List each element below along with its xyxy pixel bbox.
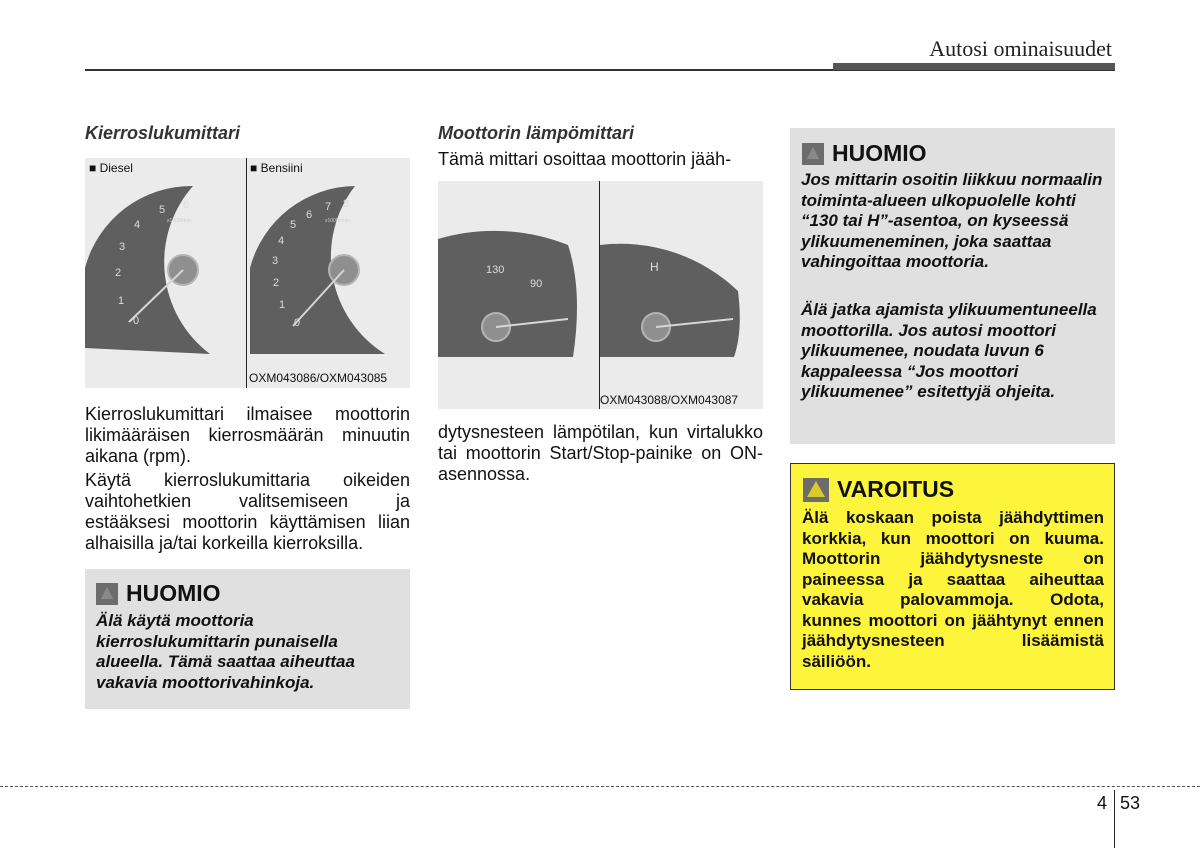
warning-title: VAROITUS (837, 476, 955, 502)
diesel-unit: x1000r/min (167, 218, 192, 224)
diesel-tick-4: 4 (134, 219, 141, 231)
petrol-tick-2: 2 (273, 277, 280, 289)
temperature-intro: Tämä mittari osoittaa moottorin jääh- (438, 149, 732, 169)
figure-divider (599, 181, 600, 409)
diesel-tick-5: 5 (159, 204, 166, 216)
petrol-tick-1: 1 (279, 299, 286, 311)
figure-code: OXM043088/OXM043087 (600, 393, 739, 407)
petrol-tick-5: 5 (290, 219, 297, 231)
page-header-title: Autosi ominaisuudet (929, 36, 1112, 61)
petrol-tick-6: 6 (306, 209, 313, 221)
diesel-tick-0: 0 (133, 315, 140, 327)
tachometer-heading: Kierroslukumittari (85, 123, 241, 143)
diesel-tick-1: 1 (118, 295, 125, 307)
temp-label-h: H (650, 260, 659, 274)
temp-gauge-face-left (438, 231, 577, 357)
page-number-separator (1114, 790, 1115, 848)
notice-body-2: Älä jatka ajamista ylikuumentuneella moottorilla. Jos autosi moottori ylikuumenee, noudata luvun 6 kappaleessa “Jos moottori ylikuumenee” esitettyjä ohjeita. (801, 300, 1097, 401)
notice-body-1: Jos mittarin osoitin liikkuu normaalin toiminta-alueen ulkopuolelle kohti “130 tai H”-asentoa, on kyseessä ylikuumeneminen, joka saattaa vahingoittaa moottoria. (801, 170, 1103, 271)
petrol-tick-8: 8 (343, 198, 350, 210)
page-number: 53 (1120, 793, 1141, 813)
petrol-tick-7: 7 (325, 201, 332, 213)
temp-label-90: 90 (530, 278, 543, 290)
warning-box (790, 463, 1115, 690)
footer-dashed-rule (0, 786, 1200, 787)
notice-box-right (790, 128, 1115, 444)
tachometer-figure (85, 158, 410, 388)
tachometer-paragraph-1: Kierroslukumittari ilmaisee moottorin likimääräisen kierrosmäärän minuutin aikana (rpm). (85, 404, 410, 466)
chapter-number: 4 (1097, 793, 1108, 813)
notice-head (802, 140, 927, 167)
temp-label-130: 130 (486, 264, 505, 276)
temperature-illustration (438, 181, 763, 409)
tachometer-paragraph-2: Käytä kierroslukumittaria oikeiden vaihtohetkien valitsemiseen ja estääksesi moottorin käyttämisen liian alhaisilla ja/tai korkeilla kierroksilla. (85, 470, 410, 553)
petrol-gauge-face (250, 186, 385, 354)
notice-box-left (85, 569, 410, 709)
figure-code: OXM043086/OXM043085 (249, 371, 388, 385)
petrol-tick-0: 0 (294, 317, 301, 329)
diesel-tick-6: 6 (183, 199, 190, 211)
diesel-tick-3: 3 (119, 241, 126, 253)
temperature-paragraph: dytysnesteen lämpötilan, kun virtalukko tai moottorin Start/Stop-painike on ON-asennossa. (438, 422, 763, 484)
petrol-tick-3: 3 (272, 255, 279, 267)
figure-divider (246, 158, 247, 388)
warning-head (803, 476, 954, 503)
temperature-figure (438, 181, 763, 409)
caution-icon (802, 143, 824, 165)
notice-title: HUOMIO (126, 580, 221, 606)
temperature-gauge-heading: Moottorin lämpömittari (438, 123, 634, 143)
petrol-tick-4: 4 (278, 235, 285, 247)
notice-head (96, 580, 221, 607)
warning-icon (803, 478, 829, 502)
petrol-label: ■ Bensiini (250, 161, 303, 175)
notice-title: HUOMIO (832, 140, 927, 166)
warning-body: Älä koskaan poista jäähdyttimen korkkia, kun moottori on kuuma. Moottorin jäähdytysneste on paineessa ja saattaa aiheuttaa vakavia palovammoja. Odota, kunnes moottori on jäähtynyt ennen jäähdytysnesteen lisäämistä säiliöön. (802, 508, 1104, 671)
temp-gauge-face-right (600, 244, 740, 357)
tachometer-illustration (85, 158, 410, 388)
notice-body: Älä käytä moottoria kierroslukumittarin punaisella alueella. Tämä saattaa aiheuttaa vakavia moottorivahinkoja. (96, 611, 355, 692)
header-rule-accent (833, 63, 1115, 70)
petrol-unit: x1000r/min (325, 218, 350, 224)
diesel-label: ■ Diesel (89, 161, 133, 175)
diesel-tick-2: 2 (115, 267, 122, 279)
caution-icon (96, 583, 118, 605)
